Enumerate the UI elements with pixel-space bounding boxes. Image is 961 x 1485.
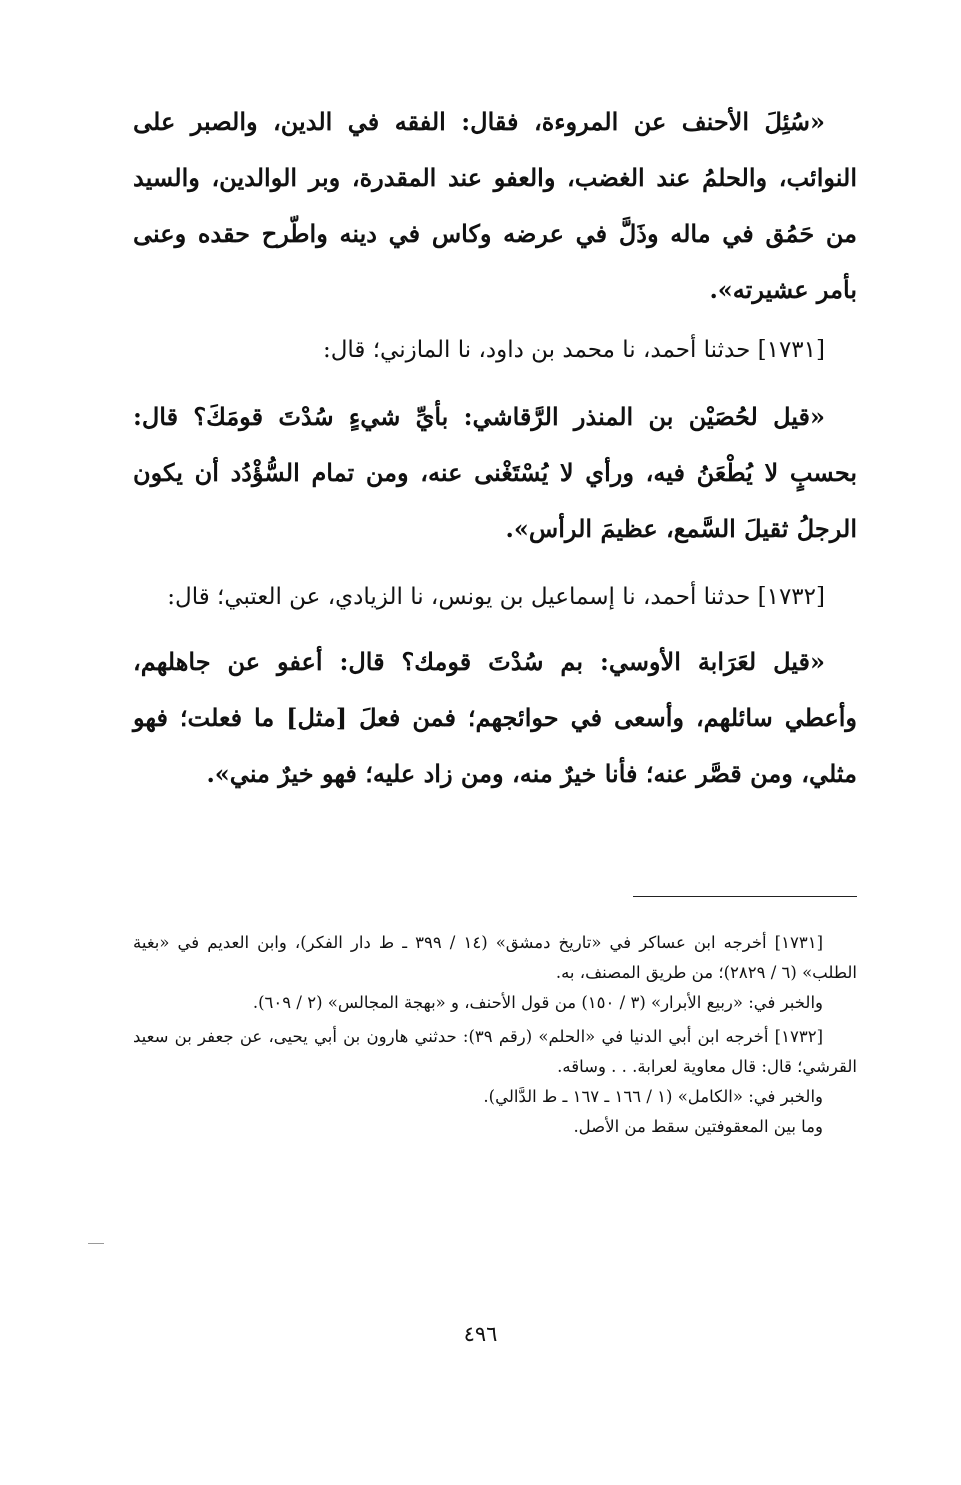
footnote-1731-references: والخبر في: «ربيع الأبرار» (٣ / ١٥٠) من قول الأحنف، و «بهجة المجالس» (٢ / ٦٠٩). [252, 993, 823, 1012]
main-text [133, 94, 857, 802]
isnad-1732: [١٧٣٢] حدثنا أحمد، نا إسماعيل بن يونس، نا الزيادي، عن العتبي؛ قال: [167, 584, 825, 610]
footnote-1732-references: والخبر في: «الكامل» (١ / ١٦٦ ـ ١٦٧ ـ ط الدَّالي). [483, 1087, 823, 1106]
footnote-1731-sources: [١٧٣١] أخرجه ابن عساكر في «تاريخ دمشق» (١٤ / ٣٩٩ ـ ط دار الفكر)، وابن العديم في «بغية الطلب» (٦ / ٢٨٢٩)؛ من طريق المصنف، به. [133, 933, 857, 982]
isnad-1731: [١٧٣١] حدثنا أحمد، نا محمد بن داود، نا المازني؛ قال: [322, 337, 825, 363]
quote-paragraph-ahnaf: «سُئِلَ الأحنف عن المروءة، فقال: الفقه في الدين، والصبر على النوائب، والحلمُ عند الغضب، والعفو عند المقدرة، وبر الوالدين، والسيد من حَمُق في ماله وذَلَّ في عرضه وكاس في دينه واطّرح حقده وعنى بأمر عشيرته». [133, 107, 857, 304]
quote-paragraph-husayn: «قيل لحُصَيْن بن المنذر الرَّقاشي: بأيِّ شيءٍ سُدْتَ قومَكَ؟ قال: بحسبٍ لا يُطْعَنُ فيه، ورأي لا يُسْتَغْنى عنه، ومن تمام السُّؤْدُد أن يكون الرجلُ ثقيلَ السَّمع، عظيمَ الرأس». [133, 402, 857, 543]
page-number: ٤٩٦ [463, 1322, 498, 1346]
footnote-1732-note: وما بين المعقوفتين سقط من الأصل. [573, 1117, 823, 1136]
quote-paragraph-arabah: «قيل لعَرَابة الأوسي: بم سُدْتَ قومك؟ قال: أعفو عن جاهلهم، وأعطي سائلهم، وأسعى في حوائجهم؛ فمن فعلَ [مثل] ما فعلت؛ فهو مثلي، ومن قصَّر عنه؛ فأنا خيرٌ منه، ومن زاد عليه؛ فهو خيرٌ مني». [133, 647, 858, 788]
footnote-divider [633, 896, 857, 897]
scan-mark [88, 1243, 104, 1244]
footnote-1732-sources: [١٧٣٢] أخرجه ابن أبي الدنيا في «الحلم» (رقم ٣٩): حدثني هارون بن أبي يحيى، عن جعفر بن سعيد القرشي؛ قال: قال معاوية لعرابة. . . وساقه. [133, 1027, 857, 1076]
footnotes [133, 928, 857, 1142]
